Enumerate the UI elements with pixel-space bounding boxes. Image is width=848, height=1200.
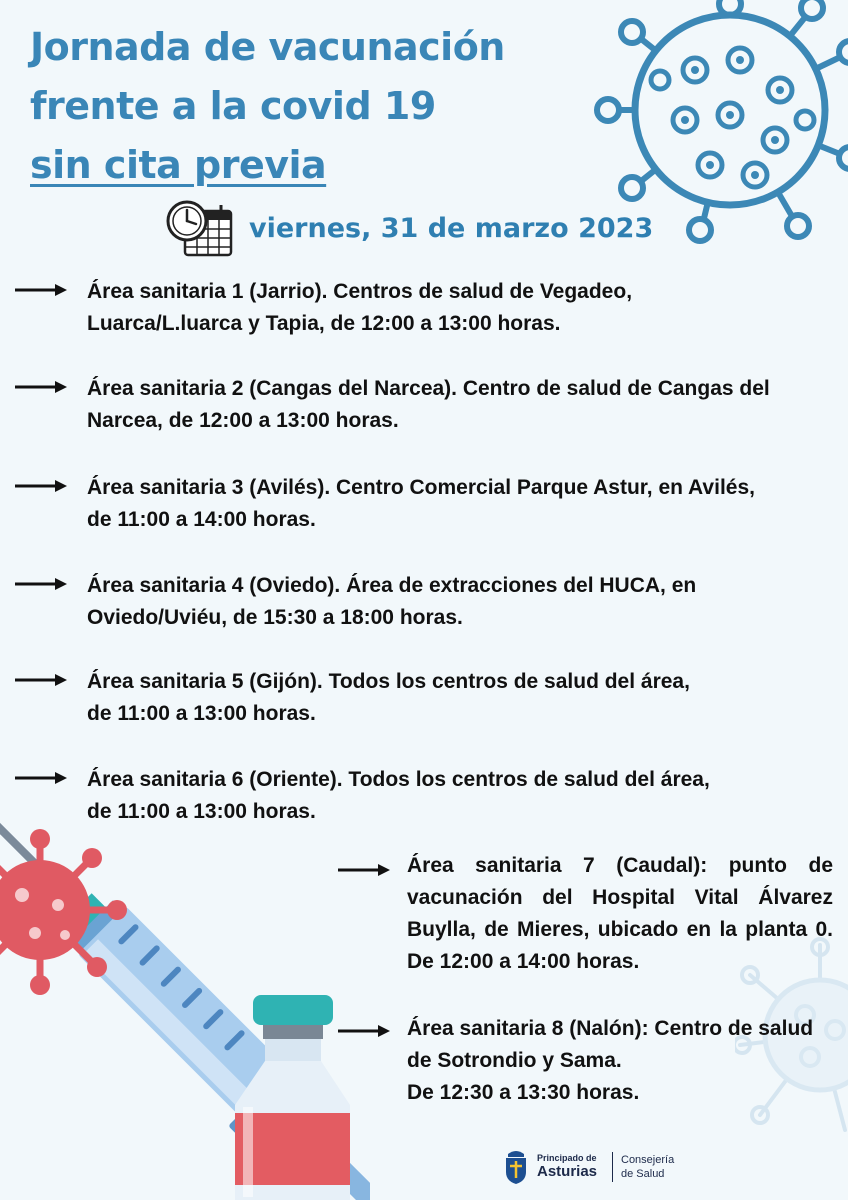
title-line-2: frente a la covid 19	[30, 84, 436, 128]
arrow-right-icon	[15, 380, 67, 394]
arrow-right-icon	[15, 479, 67, 493]
department-line-2: de Salud	[621, 1168, 665, 1180]
list-item-text: Área sanitaria 7 (Caudal): punto de vacunación del Hospital Vital Álvarez Buylla, de Mieres, ubicado en la planta 0. De 12:00 a 14:00 horas.	[407, 854, 833, 973]
arrow-right-icon	[15, 283, 67, 297]
arrow-right-icon	[15, 673, 67, 687]
list-item-text: Área sanitaria 8 (Nalón): Centro de salud de Sotrondio y Sama. De 12:30 a 13:30 horas.	[407, 1017, 814, 1104]
list-item-text: Área sanitaria 3 (Avilés). Centro Comercial Parque Astur, en Avilés, de 11:00 a 14:00 horas.	[87, 476, 755, 531]
arrow-right-icon	[338, 863, 390, 877]
logo-divider	[612, 1152, 613, 1182]
title-line-3: sin cita previa	[30, 143, 327, 187]
list-item-text: Área sanitaria 4 (Oviedo). Área de extracciones del HUCA, en Oviedo/Uviéu, de 15:30 a 18:00 horas.	[87, 574, 697, 629]
arrow-right-icon	[15, 771, 67, 785]
event-date: viernes, 31 de marzo 2023	[249, 213, 654, 244]
footer-logo	[504, 1146, 694, 1190]
page-title	[30, 18, 505, 195]
virus-icon	[0, 825, 130, 995]
department-line-1: Consejería	[621, 1154, 675, 1166]
list-item-text: Área sanitaria 6 (Oriente). Todos los centros de salud del área, de 11:00 a 13:00 horas.	[87, 768, 710, 823]
arrow-right-icon	[338, 1024, 390, 1038]
logo-line-1: Principado de	[537, 1153, 597, 1163]
title-line-1: Jornada de vacunación	[30, 25, 505, 69]
clock-calendar-icon	[165, 197, 237, 259]
list-item-text: Área sanitaria 2 (Cangas del Narcea). Centro de salud de Cangas del Narcea, de 12:00 a 13:00 horas.	[87, 377, 770, 432]
list-item-text: Área sanitaria 1 (Jarrio). Centros de salud de Vegadeo, Luarca/L.luarca y Tapia, de 12:00 a 13:00 horas.	[87, 280, 633, 335]
arrow-right-icon	[15, 577, 67, 591]
asturias-logo-icon	[504, 1148, 528, 1184]
logo-line-2: Asturias	[537, 1163, 598, 1180]
list-item-text: Área sanitaria 5 (Gijón). Todos los centros de salud del área, de 11:00 a 13:00 horas.	[87, 670, 690, 725]
